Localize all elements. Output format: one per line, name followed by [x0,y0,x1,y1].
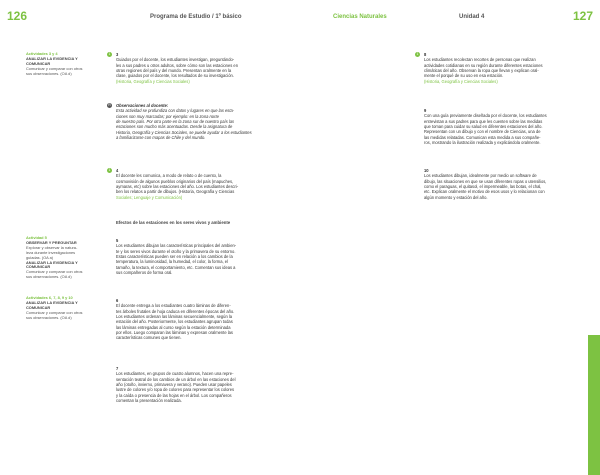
teacher-note-line: Historia, Geografía y Ciencias Sociales, se puede ayudar a los estudiantes [116,129,252,135]
activity-text-line: las láminas entregadas al curso según la estación determinada [116,324,231,330]
activity-text-line: tamaño, la textura, el comportamiento, etc. Comentan sus ideas a [116,264,236,270]
activity-number: 3 [116,52,119,57]
skill-heading: ANALIZAR LA EVIDENCIA Y [26,299,78,305]
activity-number: 8 [424,52,427,57]
activity-text-line: temperatura, la luminosidad, la humedad, el color, la forma, el [116,259,228,265]
skill-heading: COMUNICAR [26,60,51,66]
sidebar-block-1 [26,52,96,77]
activity-text-line: Los estudiantes, en grupos de cuatro alumnos, hacen una repre- [116,371,234,377]
activity-text-line: aymaras, etc) sobre las estaciones del año. Los estudiantes descri- [116,184,239,190]
activity-text-line: etc. Explican oralmente el motivo de esos usos y lo relacionan con [424,189,545,195]
right-column [416,0,588,475]
skill-description: guiadas. (OA a) [26,254,54,260]
subject-title: Ciencias Naturales [333,14,387,20]
page-number-left: 126 [7,9,28,23]
teacher-note-line: estaciones son mucho más acentuadas. Desde la asignatura de [116,124,233,130]
cross-curricular-link: (Historia, Geografía y Ciencias Sociales) [116,78,190,84]
teacher-note-title: Observaciones al docente: [116,103,169,108]
activity-5 [116,238,296,275]
activity-number: 10 [424,168,429,173]
activity-number: 9 [424,108,427,113]
page-number-right: 127 [573,9,594,23]
sidebar-block-3 [26,296,96,321]
teacher-note-icon: R [108,103,111,107]
activity-text-line: sus compañeros de forma oral. [116,270,173,276]
activity-text-line: otras regiones del país y del mundo. Presentan oralmente en la [116,68,232,74]
activity-text-line: cosmovisión de algunos pueblos originarios del país (mapuches, [116,178,234,184]
activity-text-line: las medidas relatadas. Comunican esta medida a sus compañe- [424,134,541,140]
cross-curricular-link: Sociales; Lenguaje y Comunicación) [116,194,183,200]
skill-description: sus observaciones. (OA d) [26,314,72,320]
activity-9 [424,108,588,145]
activity-text-line: Los estudiantes dibujan las características principales del ambien- [116,243,237,249]
teacher-note-line: ciones son muy marcadas; por ejemplo: en la zona norte [116,113,219,119]
left-column [108,0,296,475]
activity-text-line: como el paraguas, el quitasol, el impermeable, las botas, el chal, [424,184,542,190]
skill-description: Comunicar y comparar con otros [26,269,83,275]
activity-text-line: entrevistan a sus padres para que les cuenten sobre las medidas [424,118,543,124]
activity-text-line: Guiados por el docente, los estudiantes investigan, preguntándo- [116,57,235,63]
skill-description: Comunicar y comparar con otros [26,309,83,315]
activity-text-line: El docente les comunica, a modo de relato o de cuento, la [116,173,222,179]
activity-text-line: sentación teatral de los cambios de un árbol en las estaciones del [116,376,236,382]
activity-text-line: actividades cotidianas en su región durante diferentes estaciones [424,62,543,68]
activity-text-line: dibujo, las situaciones en que se usan diferentes ropas o utensilios, [424,178,547,184]
skill-heading: COMUNICAR [26,264,51,270]
skill-heading: COMUNICAR [26,304,51,310]
activity-text-line: por ellos. Luego comparan las láminas y expresan oralmente las [116,330,233,336]
activity-text-line: algún momento y estación del año. [424,194,488,200]
activity-text-line: Estas características pueden ser en relación a los cambios de la [116,254,233,260]
skill-heading: ANALIZAR LA EVIDENCIA Y [26,55,78,61]
activity-text-line: te y los seres vivos durante el otoño y la primavera de su entorno. [116,248,236,254]
activity-text-line: lustre de colores y/o ropa de colores para representar los colores [116,387,235,393]
activity-text-line: mente el porqué de su uso en esa estación. [424,73,504,79]
sidebar-block-title: Actividades 3 y 4 [26,51,58,56]
teacher-note [108,103,296,141]
chapter-edge-tab [588,335,600,475]
skill-heading: OBSERVAR Y PREGUNTAR [26,239,77,245]
cross-curricular-icon: 1 [108,168,111,172]
activity-7 [116,366,296,403]
skill-description: sus observaciones. (OA d) [26,70,72,76]
activity-text-line: y la caída o presencia de las hojas en el árbol. Los compañeros [116,392,232,398]
skill-description: leza durante investigaciones [26,249,76,255]
skill-description: sus observaciones. (OA d) [26,274,72,280]
activity-6 [116,298,296,341]
sidebar-block-title: Actividades 6, 7, 8, 9 y 10 [26,295,73,300]
activity-text-line: ros, mostrando la ilustración realizada y explicándola oralmente. [424,140,541,146]
activity-text-line: Los estudiantes dibujan, idealmente por medio un software de [424,173,537,179]
skill-description: Explorar y observar la natura- [26,244,78,250]
program-title: Programa de Estudio / 1º básico [150,14,242,20]
activity-number: 5 [116,238,119,243]
activity-text-line: comentan la presentación realizada. [116,398,182,404]
activity-text-line: El docente entrega a los estudiantes cuatro láminas de diferen- [116,303,231,309]
activity-text-line: características comunes que tienen. [116,335,182,341]
sidebar-block-title: Actividad 5 [26,235,47,240]
activity-number: 6 [116,298,119,303]
activity-text-line: climáticas del año. Observan la ropa que llevan y explican oral- [424,68,539,74]
sidebar-block-2 [26,236,96,280]
activity-text-line: año (otoño, invierno, primavera y verano). Pueden usar papeles [116,382,232,388]
teacher-note-line: de nuestro país. Por otra parte en la zona sur de nuestro país las [116,119,235,125]
skill-description: Comunicar y comparar con otros [26,65,83,71]
activity-number: 7 [116,366,119,371]
activity-text-line: que toman para cuidar su salud en diferentes estaciones del año. [424,124,543,130]
activity-10 [424,168,588,200]
activity-text-line: Los estudiantes ordenan las láminas secuencialmente, según la [116,314,233,320]
teacher-note-line: Esta actividad se profundiza con datos y lugares en que las esta- [116,108,235,114]
cross-curricular-icon: 1 [108,52,111,56]
activity-text-line: clase, guiados por el docente, los resultados de su investigación. [116,73,234,79]
activity-text-line: tes árboles frutales de hoja caduca en diferentes épocas del año. [116,308,235,314]
activity-text-line: Los estudiantes recolectan recortes de personas que realizan [424,57,536,63]
activity-text-line: ben los relatos a partir de dibujos. (Historia, Geografía y Ciencias [116,189,235,195]
skill-heading: ANALIZAR LA EVIDENCIA Y [26,259,78,265]
activity-8 [416,52,588,84]
activity-text-line: les a sus padres u otros adultos, sobre cómo son las estaciones en [116,62,238,68]
activity-text-line: estación del año. Posteriormente, los estudiantes agrupan todas [116,319,233,325]
activity-number: 4 [116,168,119,173]
section-title: Efectos de las estaciones en los seres vivos y ambiente [116,220,231,225]
activity-text-line: Con una guía previamente diseñada por el docente, los estudiantes [424,113,547,119]
activity-text-line: Representan con un dibujo y con el nombre de Ciencias, una de [424,129,541,135]
activity-3 [108,52,296,84]
cross-curricular-link: (Historia, Geografía y Ciencias Sociales) [424,78,498,84]
cross-curricular-icon: 1 [416,52,419,56]
activity-4 [108,168,296,200]
teacher-note-line: a familiarizarse con mapas de Chile y del mundo. [116,135,206,141]
unit-title: Unidad 4 [459,14,485,20]
